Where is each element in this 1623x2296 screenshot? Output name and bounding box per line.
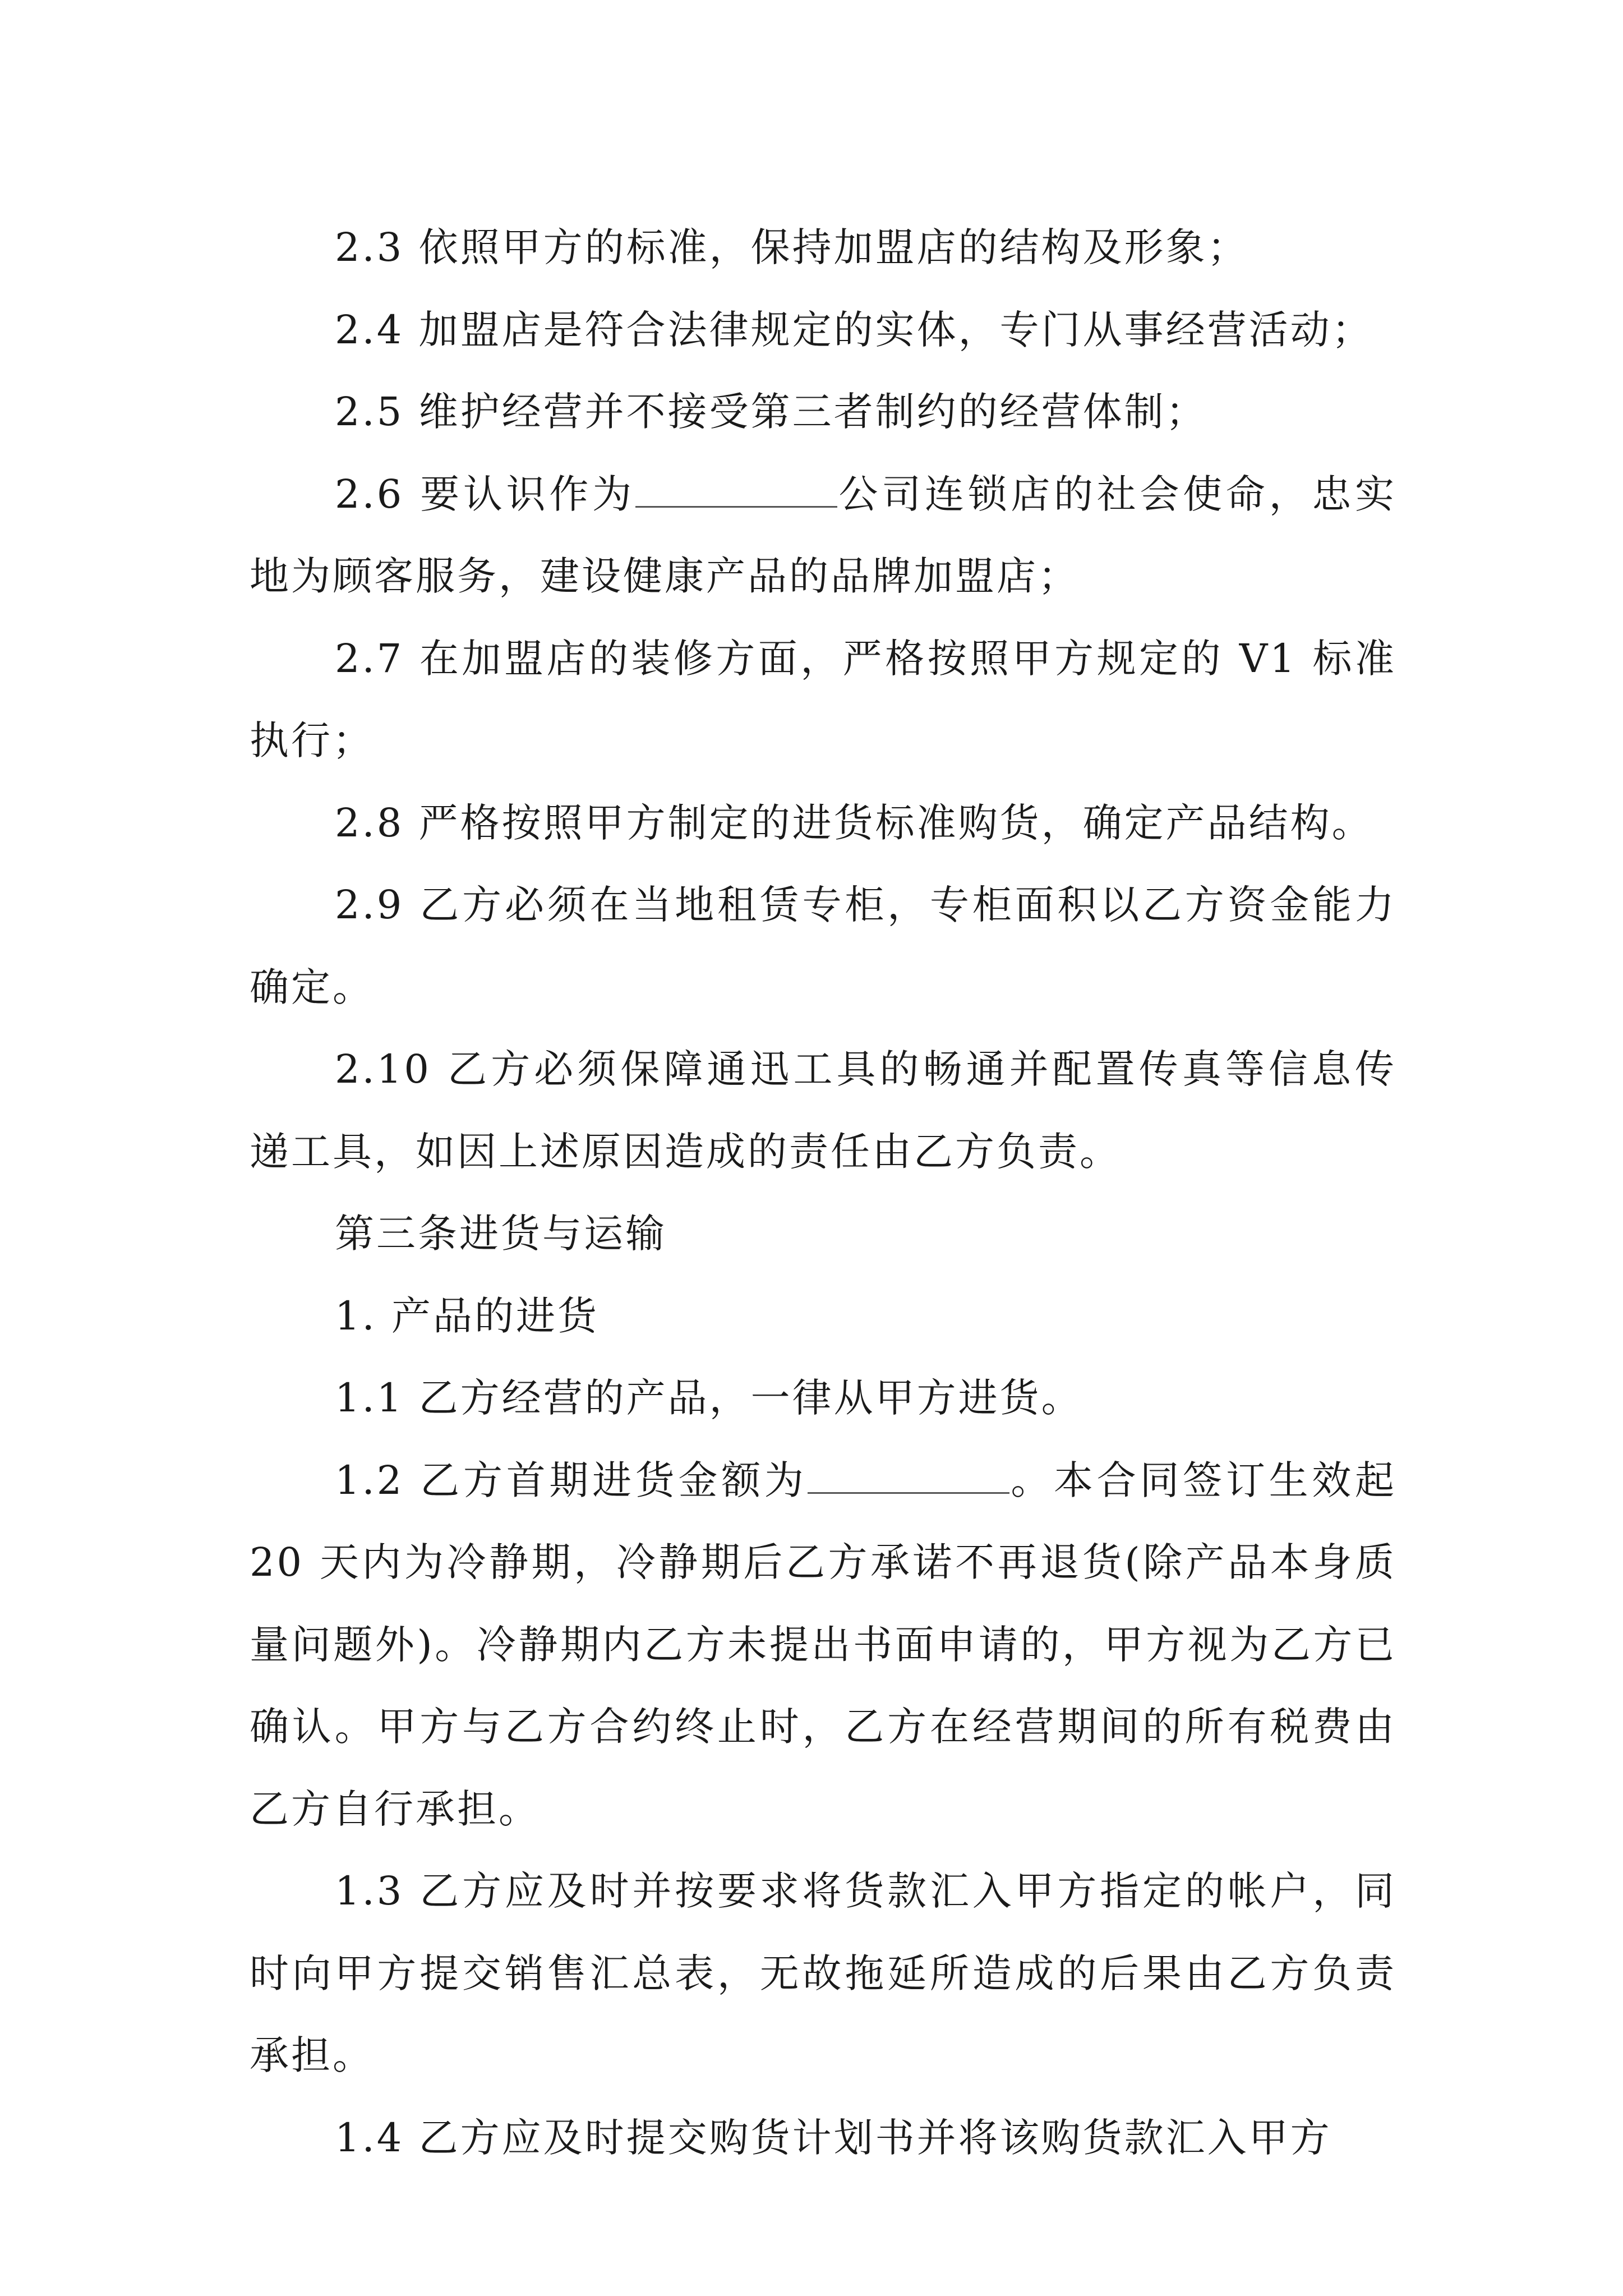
paragraph-2-5: 2.5 维护经营并不接受第三者制约的经营体制； — [335, 389, 1207, 435]
paragraph-2-10: 2.10 乙方必须保障通迅工具的畅通并配置传真等信息传递工具，如因上述原因造成的责任由乙方负责。 — [250, 1046, 1396, 1175]
section-1-heading: 1. 产品的进货 — [335, 1292, 600, 1339]
paragraph-2-6-before: 2.6 要认识作为 — [335, 471, 635, 517]
paragraph-2-3: 2.3 依照甲方的标准，保持加盟店的结构及形象； — [335, 224, 1249, 270]
article-3-heading: 第三条进货与运输 — [335, 1211, 667, 1257]
paragraph-1-2-before: 1.2 乙方首期进货金额为 — [335, 1457, 808, 1503]
paragraph-1-2-after: 。本合同签订生效起 20 天内为冷静期，冷静期后乙方承诺不再退货(除产品本身质量问题外)。冷静期内乙方未提出书面申请的，甲方视为乙方已确认。甲方与乙方合约终止时，乙方在经营期间的所有税费由乙方自行承担。 — [250, 1457, 1396, 1832]
paragraph-1-2 — [250, 1439, 1396, 1851]
paragraph-2-4: 2.4 加盟店是符合法律规定的实体，专门从事经营活动； — [335, 306, 1373, 353]
paragraph-1-4: 1.4 乙方应及时提交购货计划书并将该购货款汇入甲方 — [335, 2114, 1332, 2161]
paragraph-1-3: 1.3 乙方应及时并按要求将货款汇入甲方指定的帐户，同时向甲方提交销售汇总表，无故拖延所造成的后果由乙方负责承担。 — [250, 1868, 1396, 2078]
document-body — [250, 206, 1396, 2179]
paragraph-2-6-after: 公司连锁店的社会使命，忠实地为顾客服务，建设健康产品的品牌加盟店； — [250, 471, 1396, 599]
paragraph-2-7: 2.7 在加盟店的装修方面，严格按照甲方规定的 V1 标准执行； — [250, 635, 1396, 763]
paragraph-2-9: 2.9 乙方必须在当地租赁专柜，专柜面积以乙方资金能力确定。 — [250, 882, 1396, 1010]
paragraph-1-1: 1.1 乙方经营的产品，一律从甲方进货。 — [335, 1375, 1083, 1421]
paragraph-2-6 — [250, 453, 1396, 618]
paragraph-2-8: 2.8 严格按照甲方制定的进货标准购货，确定产品结构。 — [335, 799, 1373, 846]
fill-in-blank — [635, 472, 837, 508]
fill-in-blank — [808, 1458, 1009, 1494]
